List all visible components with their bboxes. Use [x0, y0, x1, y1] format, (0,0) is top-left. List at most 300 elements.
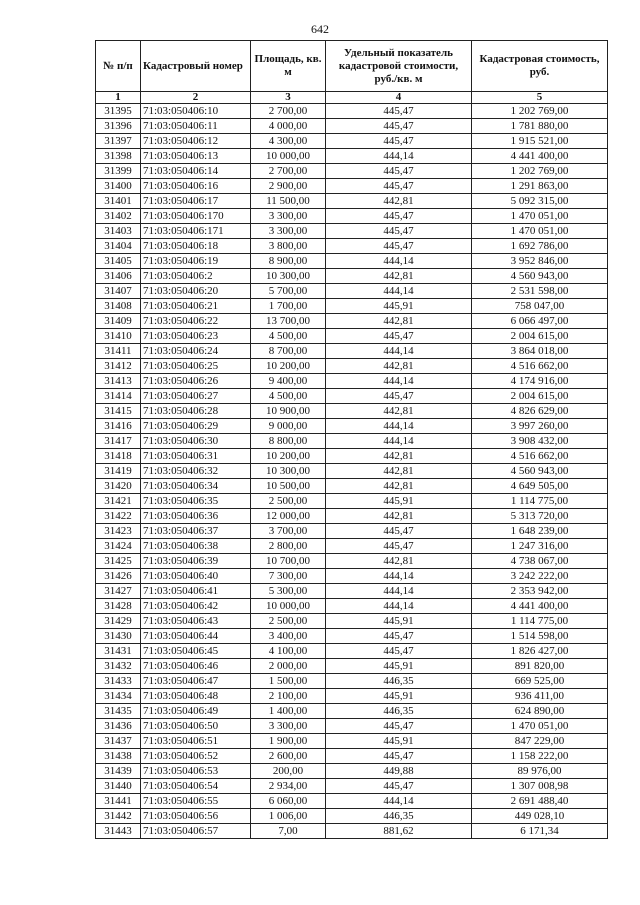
area-cell: 1 006,00	[251, 809, 326, 824]
table-row	[96, 584, 608, 599]
row-number-cell: 31420	[96, 479, 141, 494]
table-row	[96, 809, 608, 824]
cadastral-number-cell: 71:03:050406:37	[141, 524, 251, 539]
area-cell: 2 500,00	[251, 494, 326, 509]
area-cell: 200,00	[251, 764, 326, 779]
table-row	[96, 689, 608, 704]
specific-value-cell: 442,81	[326, 554, 472, 569]
cadastral-cost-cell: 847 229,00	[472, 734, 608, 749]
specific-value-cell: 445,47	[326, 719, 472, 734]
column-number: 5	[472, 92, 608, 104]
area-cell: 4 500,00	[251, 389, 326, 404]
specific-value-cell: 442,81	[326, 479, 472, 494]
table-row	[96, 599, 608, 614]
area-cell: 8 800,00	[251, 434, 326, 449]
cadastral-cost-cell: 3 952 846,00	[472, 254, 608, 269]
area-cell: 2 100,00	[251, 689, 326, 704]
table-row	[96, 254, 608, 269]
cadastral-cost-cell: 89 976,00	[472, 764, 608, 779]
area-cell: 4 100,00	[251, 644, 326, 659]
cadastral-cost-cell: 2 004 615,00	[472, 389, 608, 404]
table-row	[96, 299, 608, 314]
table-row	[96, 554, 608, 569]
row-number-cell: 31422	[96, 509, 141, 524]
area-cell: 10 900,00	[251, 404, 326, 419]
cadastral-number-cell: 71:03:050406:30	[141, 434, 251, 449]
cadastral-cost-cell: 1 114 775,00	[472, 614, 608, 629]
cadastral-cost-cell: 2 531 598,00	[472, 284, 608, 299]
specific-value-cell: 442,81	[326, 464, 472, 479]
area-cell: 3 300,00	[251, 719, 326, 734]
area-cell: 4 300,00	[251, 134, 326, 149]
row-number-cell: 31443	[96, 824, 141, 839]
cadastral-cost-cell: 4 649 505,00	[472, 479, 608, 494]
specific-value-cell: 446,35	[326, 809, 472, 824]
cadastral-cost-cell: 758 047,00	[472, 299, 608, 314]
area-cell: 10 700,00	[251, 554, 326, 569]
cadastral-cost-cell: 1 202 769,00	[472, 104, 608, 119]
row-number-cell: 31436	[96, 719, 141, 734]
cadastral-number-cell: 71:03:050406:171	[141, 224, 251, 239]
cadastral-cost-cell: 5 313 720,00	[472, 509, 608, 524]
cadastral-number-cell: 71:03:050406:14	[141, 164, 251, 179]
cadastral-cost-cell: 1 307 008,98	[472, 779, 608, 794]
area-cell: 10 500,00	[251, 479, 326, 494]
table-row	[96, 434, 608, 449]
table-row	[96, 329, 608, 344]
area-cell: 3 300,00	[251, 209, 326, 224]
specific-value-cell: 445,47	[326, 239, 472, 254]
area-cell: 10 200,00	[251, 449, 326, 464]
row-number-cell: 31418	[96, 449, 141, 464]
area-cell: 2 934,00	[251, 779, 326, 794]
table-row	[96, 779, 608, 794]
table-row	[96, 614, 608, 629]
table-row	[96, 149, 608, 164]
table-row	[96, 419, 608, 434]
area-cell: 9 000,00	[251, 419, 326, 434]
cadastral-cost-cell: 1 247 316,00	[472, 539, 608, 554]
table-row	[96, 749, 608, 764]
table-row	[96, 629, 608, 644]
cadastral-cost-cell: 3 864 018,00	[472, 344, 608, 359]
specific-value-cell: 444,14	[326, 344, 472, 359]
cadastral-cost-cell: 1 781 880,00	[472, 119, 608, 134]
area-cell: 3 400,00	[251, 629, 326, 644]
specific-value-cell: 445,91	[326, 299, 472, 314]
cadastral-value-table	[95, 40, 608, 839]
table-row	[96, 569, 608, 584]
table-row	[96, 389, 608, 404]
table-row	[96, 134, 608, 149]
column-number: 3	[251, 92, 326, 104]
cadastral-number-cell: 71:03:050406:56	[141, 809, 251, 824]
specific-value-cell: 449,88	[326, 764, 472, 779]
table-row	[96, 734, 608, 749]
specific-value-cell: 444,14	[326, 569, 472, 584]
row-number-cell: 31428	[96, 599, 141, 614]
row-number-cell: 31425	[96, 554, 141, 569]
cadastral-cost-cell: 4 560 943,00	[472, 464, 608, 479]
row-number-cell: 31414	[96, 389, 141, 404]
cadastral-number-cell: 71:03:050406:47	[141, 674, 251, 689]
specific-value-cell: 445,91	[326, 614, 472, 629]
specific-value-cell: 445,47	[326, 224, 472, 239]
row-number-cell: 31427	[96, 584, 141, 599]
specific-value-cell: 442,81	[326, 404, 472, 419]
table-header-row	[96, 41, 608, 92]
cadastral-number-cell: 71:03:050406:26	[141, 374, 251, 389]
cadastral-number-cell: 71:03:050406:10	[141, 104, 251, 119]
cadastral-number-cell: 71:03:050406:34	[141, 479, 251, 494]
area-cell: 1 700,00	[251, 299, 326, 314]
specific-value-cell: 445,47	[326, 749, 472, 764]
row-number-cell: 31402	[96, 209, 141, 224]
row-number-cell: 31411	[96, 344, 141, 359]
cadastral-number-cell: 71:03:050406:12	[141, 134, 251, 149]
specific-value-cell: 444,14	[326, 374, 472, 389]
specific-value-cell: 445,47	[326, 629, 472, 644]
cadastral-number-cell: 71:03:050406:53	[141, 764, 251, 779]
area-cell: 10 000,00	[251, 599, 326, 614]
cadastral-number-cell: 71:03:050406:51	[141, 734, 251, 749]
table-row	[96, 224, 608, 239]
row-number-cell: 31426	[96, 569, 141, 584]
row-number-cell: 31441	[96, 794, 141, 809]
cadastral-cost-cell: 4 560 943,00	[472, 269, 608, 284]
area-cell: 1 500,00	[251, 674, 326, 689]
row-number-cell: 31431	[96, 644, 141, 659]
row-number-cell: 31424	[96, 539, 141, 554]
area-cell: 1 400,00	[251, 704, 326, 719]
cadastral-number-cell: 71:03:050406:35	[141, 494, 251, 509]
row-number-cell: 31403	[96, 224, 141, 239]
specific-value-cell: 445,47	[326, 164, 472, 179]
specific-value-cell: 445,47	[326, 389, 472, 404]
area-cell: 2 800,00	[251, 539, 326, 554]
specific-value-cell: 442,81	[326, 509, 472, 524]
area-cell: 8 700,00	[251, 344, 326, 359]
table-row	[96, 644, 608, 659]
row-number-cell: 31412	[96, 359, 141, 374]
specific-value-cell: 445,47	[326, 539, 472, 554]
header-cadastral-cost: Кадастровая стоимость, руб.	[472, 41, 608, 92]
specific-value-cell: 442,81	[326, 359, 472, 374]
column-number: 1	[96, 92, 141, 104]
cadastral-cost-cell: 4 738 067,00	[472, 554, 608, 569]
cadastral-number-cell: 71:03:050406:42	[141, 599, 251, 614]
row-number-cell: 31442	[96, 809, 141, 824]
table-row	[96, 239, 608, 254]
cadastral-number-cell: 71:03:050406:13	[141, 149, 251, 164]
specific-value-cell: 445,47	[326, 134, 472, 149]
area-cell: 2 700,00	[251, 104, 326, 119]
row-number-cell: 31405	[96, 254, 141, 269]
row-number-cell: 31401	[96, 194, 141, 209]
cadastral-number-cell: 71:03:050406:38	[141, 539, 251, 554]
row-number-cell: 31417	[96, 434, 141, 449]
row-number-cell: 31437	[96, 734, 141, 749]
cadastral-number-cell: 71:03:050406:36	[141, 509, 251, 524]
area-cell: 10 300,00	[251, 464, 326, 479]
cadastral-number-cell: 71:03:050406:170	[141, 209, 251, 224]
row-number-cell: 31396	[96, 119, 141, 134]
cadastral-cost-cell: 4 516 662,00	[472, 359, 608, 374]
cadastral-cost-cell: 2 691 488,40	[472, 794, 608, 809]
cadastral-cost-cell: 4 441 400,00	[472, 149, 608, 164]
column-number-row	[96, 92, 608, 104]
table-row	[96, 284, 608, 299]
table-row	[96, 404, 608, 419]
row-number-cell: 31430	[96, 629, 141, 644]
cadastral-cost-cell: 2 004 615,00	[472, 329, 608, 344]
row-number-cell: 31439	[96, 764, 141, 779]
specific-value-cell: 445,91	[326, 494, 472, 509]
cadastral-number-cell: 71:03:050406:49	[141, 704, 251, 719]
table-row	[96, 164, 608, 179]
cadastral-cost-cell: 4 441 400,00	[472, 599, 608, 614]
row-number-cell: 31421	[96, 494, 141, 509]
table-row	[96, 824, 608, 839]
specific-value-cell: 444,14	[326, 149, 472, 164]
cadastral-number-cell: 71:03:050406:44	[141, 629, 251, 644]
specific-value-cell: 445,47	[326, 644, 472, 659]
cadastral-cost-cell: 1 202 769,00	[472, 164, 608, 179]
cadastral-number-cell: 71:03:050406:29	[141, 419, 251, 434]
area-cell: 7,00	[251, 824, 326, 839]
cadastral-cost-cell: 5 092 315,00	[472, 194, 608, 209]
cadastral-number-cell: 71:03:050406:43	[141, 614, 251, 629]
specific-value-cell: 445,47	[326, 524, 472, 539]
cadastral-number-cell: 71:03:050406:16	[141, 179, 251, 194]
row-number-cell: 31419	[96, 464, 141, 479]
area-cell: 3 700,00	[251, 524, 326, 539]
specific-value-cell: 446,35	[326, 674, 472, 689]
row-number-cell: 31407	[96, 284, 141, 299]
table-row	[96, 674, 608, 689]
area-cell: 4 500,00	[251, 329, 326, 344]
cadastral-cost-cell: 3 908 432,00	[472, 434, 608, 449]
table-row	[96, 194, 608, 209]
cadastral-number-cell: 71:03:050406:25	[141, 359, 251, 374]
cadastral-cost-cell: 3 997 260,00	[472, 419, 608, 434]
cadastral-number-cell: 71:03:050406:40	[141, 569, 251, 584]
cadastral-number-cell: 71:03:050406:57	[141, 824, 251, 839]
header-specific-value: Удельный показатель кадастровой стоимости, руб./кв. м	[326, 41, 472, 92]
cadastral-number-cell: 71:03:050406:24	[141, 344, 251, 359]
cadastral-cost-cell: 4 826 629,00	[472, 404, 608, 419]
cadastral-cost-cell: 1 470 051,00	[472, 224, 608, 239]
cadastral-number-cell: 71:03:050406:27	[141, 389, 251, 404]
row-number-cell: 31399	[96, 164, 141, 179]
cadastral-cost-cell: 1 291 863,00	[472, 179, 608, 194]
cadastral-cost-cell: 1 915 521,00	[472, 134, 608, 149]
column-number: 4	[326, 92, 472, 104]
table-row	[96, 269, 608, 284]
table-row	[96, 494, 608, 509]
specific-value-cell: 444,14	[326, 584, 472, 599]
area-cell: 2 700,00	[251, 164, 326, 179]
cadastral-cost-cell: 1 692 786,00	[472, 239, 608, 254]
header-row-number: № п/п	[96, 41, 141, 92]
row-number-cell: 31408	[96, 299, 141, 314]
area-cell: 2 000,00	[251, 659, 326, 674]
row-number-cell: 31429	[96, 614, 141, 629]
specific-value-cell: 444,14	[326, 599, 472, 614]
cadastral-number-cell: 71:03:050406:32	[141, 464, 251, 479]
table-row	[96, 704, 608, 719]
area-cell: 7 300,00	[251, 569, 326, 584]
row-number-cell: 31410	[96, 329, 141, 344]
cadastral-cost-cell: 891 820,00	[472, 659, 608, 674]
specific-value-cell: 445,91	[326, 734, 472, 749]
row-number-cell: 31413	[96, 374, 141, 389]
cadastral-number-cell: 71:03:050406:48	[141, 689, 251, 704]
specific-value-cell: 445,47	[326, 329, 472, 344]
area-cell: 2 900,00	[251, 179, 326, 194]
header-area: Площадь, кв. м	[251, 41, 326, 92]
specific-value-cell: 442,81	[326, 269, 472, 284]
area-cell: 9 400,00	[251, 374, 326, 389]
table-row	[96, 179, 608, 194]
cadastral-number-cell: 71:03:050406:45	[141, 644, 251, 659]
row-number-cell: 31406	[96, 269, 141, 284]
cadastral-cost-cell: 6 171,34	[472, 824, 608, 839]
area-cell: 5 300,00	[251, 584, 326, 599]
cadastral-number-cell: 71:03:050406:50	[141, 719, 251, 734]
specific-value-cell: 445,91	[326, 689, 472, 704]
area-cell: 10 300,00	[251, 269, 326, 284]
cadastral-cost-cell: 1 826 427,00	[472, 644, 608, 659]
table-row	[96, 209, 608, 224]
cadastral-cost-cell: 3 242 222,00	[472, 569, 608, 584]
row-number-cell: 31395	[96, 104, 141, 119]
specific-value-cell: 881,62	[326, 824, 472, 839]
row-number-cell: 31415	[96, 404, 141, 419]
specific-value-cell: 445,47	[326, 119, 472, 134]
table-row	[96, 479, 608, 494]
specific-value-cell: 445,47	[326, 209, 472, 224]
cadastral-cost-cell: 1 470 051,00	[472, 719, 608, 734]
specific-value-cell: 445,47	[326, 179, 472, 194]
area-cell: 1 900,00	[251, 734, 326, 749]
area-cell: 4 000,00	[251, 119, 326, 134]
table-row	[96, 359, 608, 374]
cadastral-number-cell: 71:03:050406:28	[141, 404, 251, 419]
table-row	[96, 659, 608, 674]
cadastral-number-cell: 71:03:050406:41	[141, 584, 251, 599]
row-number-cell: 31434	[96, 689, 141, 704]
specific-value-cell: 442,81	[326, 314, 472, 329]
table-row	[96, 314, 608, 329]
cadastral-number-cell: 71:03:050406:20	[141, 284, 251, 299]
area-cell: 11 500,00	[251, 194, 326, 209]
cadastral-cost-cell: 1 114 775,00	[472, 494, 608, 509]
row-number-cell: 31432	[96, 659, 141, 674]
cadastral-cost-cell: 2 353 942,00	[472, 584, 608, 599]
specific-value-cell: 442,81	[326, 194, 472, 209]
area-cell: 3 800,00	[251, 239, 326, 254]
area-cell: 2 600,00	[251, 749, 326, 764]
cadastral-cost-cell: 624 890,00	[472, 704, 608, 719]
table-row	[96, 374, 608, 389]
row-number-cell: 31440	[96, 779, 141, 794]
table-row	[96, 449, 608, 464]
table-row	[96, 539, 608, 554]
area-cell: 3 300,00	[251, 224, 326, 239]
specific-value-cell: 444,14	[326, 794, 472, 809]
column-number: 2	[141, 92, 251, 104]
cadastral-cost-cell: 4 174 916,00	[472, 374, 608, 389]
row-number-cell: 31404	[96, 239, 141, 254]
area-cell: 2 500,00	[251, 614, 326, 629]
cadastral-number-cell: 71:03:050406:21	[141, 299, 251, 314]
row-number-cell: 31423	[96, 524, 141, 539]
area-cell: 5 700,00	[251, 284, 326, 299]
row-number-cell: 31438	[96, 749, 141, 764]
cadastral-cost-cell: 1 648 239,00	[472, 524, 608, 539]
cadastral-number-cell: 71:03:050406:54	[141, 779, 251, 794]
specific-value-cell: 445,47	[326, 104, 472, 119]
table-row	[96, 524, 608, 539]
cadastral-cost-cell: 449 028,10	[472, 809, 608, 824]
header-cadastral-number: Кадастровый номер	[141, 41, 251, 92]
cadastral-cost-cell: 1 158 222,00	[472, 749, 608, 764]
specific-value-cell: 444,14	[326, 419, 472, 434]
cadastral-cost-cell: 4 516 662,00	[472, 449, 608, 464]
table-row	[96, 344, 608, 359]
row-number-cell: 31409	[96, 314, 141, 329]
area-cell: 10 200,00	[251, 359, 326, 374]
table-row	[96, 464, 608, 479]
cadastral-cost-cell: 6 066 497,00	[472, 314, 608, 329]
cadastral-number-cell: 71:03:050406:19	[141, 254, 251, 269]
cadastral-cost-cell: 669 525,00	[472, 674, 608, 689]
table-body	[96, 104, 608, 839]
area-cell: 12 000,00	[251, 509, 326, 524]
row-number-cell: 31400	[96, 179, 141, 194]
cadastral-number-cell: 71:03:050406:18	[141, 239, 251, 254]
area-cell: 8 900,00	[251, 254, 326, 269]
row-number-cell: 31397	[96, 134, 141, 149]
specific-value-cell: 446,35	[326, 704, 472, 719]
row-number-cell: 31433	[96, 674, 141, 689]
cadastral-cost-cell: 1 514 598,00	[472, 629, 608, 644]
cadastral-number-cell: 71:03:050406:2	[141, 269, 251, 284]
specific-value-cell: 445,91	[326, 659, 472, 674]
cadastral-number-cell: 71:03:050406:55	[141, 794, 251, 809]
table-row	[96, 794, 608, 809]
cadastral-cost-cell: 936 411,00	[472, 689, 608, 704]
page-number: 642	[311, 22, 329, 36]
table-row	[96, 509, 608, 524]
row-number-cell: 31416	[96, 419, 141, 434]
specific-value-cell: 444,14	[326, 284, 472, 299]
table-row	[96, 119, 608, 134]
area-cell: 13 700,00	[251, 314, 326, 329]
table-row	[96, 764, 608, 779]
specific-value-cell: 442,81	[326, 449, 472, 464]
row-number-cell: 31398	[96, 149, 141, 164]
table-row	[96, 104, 608, 119]
cadastral-number-cell: 71:03:050406:17	[141, 194, 251, 209]
cadastral-number-cell: 71:03:050406:39	[141, 554, 251, 569]
specific-value-cell: 444,14	[326, 434, 472, 449]
cadastral-number-cell: 71:03:050406:31	[141, 449, 251, 464]
table-row	[96, 719, 608, 734]
cadastral-number-cell: 71:03:050406:52	[141, 749, 251, 764]
specific-value-cell: 445,47	[326, 779, 472, 794]
